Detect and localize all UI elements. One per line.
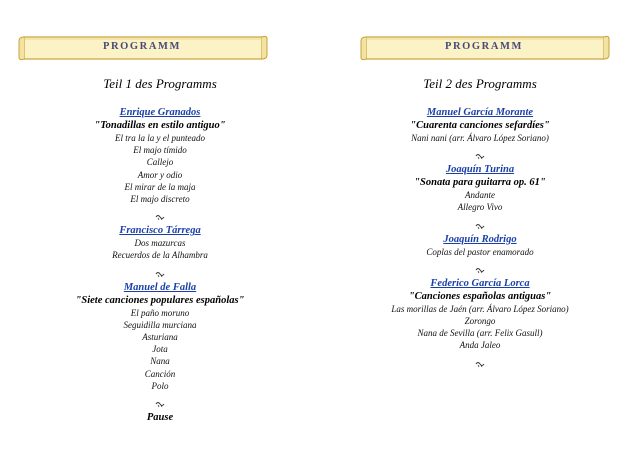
piece-title: Dos mazurcas: [134, 238, 186, 249]
banner-label: PROGRAMM: [102, 41, 182, 52]
piece-title: Las morillas de Jaén (arr. Álvaro López Soriano): [391, 303, 569, 314]
piece-title: Polo: [151, 380, 169, 391]
program-list: [0, 106, 320, 423]
work-title: "Tonadillas en estilo antiguo": [94, 120, 226, 131]
fleuron-icon: [320, 148, 640, 163]
piece-title: Canción: [144, 368, 176, 379]
part-title: Teil 2 des Programms: [423, 76, 537, 91]
programm-banner: [24, 37, 260, 59]
piece-title: Seguidilla murciana: [123, 319, 197, 330]
composer-link[interactable]: Joaquín Rodrigo: [443, 233, 517, 245]
piece-title: Andante: [465, 190, 495, 201]
composer-link[interactable]: Enrique Granados: [119, 107, 201, 118]
work-title: "Siete canciones populares españolas": [75, 294, 245, 306]
piece-title: El majo discreto: [130, 194, 190, 205]
piece-title: Nana de Sevilla (arr. Felix Gasull): [417, 328, 543, 339]
piece-title: Coplas del pastor enamorado: [426, 246, 534, 257]
programm-banner: [366, 37, 602, 59]
part-title: Teil 1 des Programms: [103, 76, 217, 91]
piece-title: Zorongo: [464, 316, 496, 327]
fleuron-icon: [320, 356, 640, 371]
piece-title: Recuerdos de la Alhambra: [112, 250, 208, 261]
piece-title: El mirar de la maja: [124, 181, 196, 192]
piece-title: Anda Jaleo: [459, 340, 501, 351]
work-title: "Canciones españolas antiguas": [408, 290, 552, 302]
piece-title: Nani nani (arr. Álvaro López Soriano): [411, 133, 549, 143]
fleuron-icon: [0, 266, 320, 281]
composer-link[interactable]: Francisco Tárrega: [119, 225, 201, 237]
piece-title: Jota: [152, 344, 168, 355]
fleuron-icon: [0, 396, 320, 411]
program-part-2: [320, 0, 640, 452]
fleuron-icon: [0, 209, 320, 224]
piece-title: Amor y odio: [137, 169, 183, 180]
piece-title: El paño moruno: [130, 307, 190, 318]
fleuron-icon: [320, 218, 640, 233]
work-title: "Cuarenta canciones sefardíes": [410, 120, 550, 131]
program-list: [320, 106, 640, 371]
piece-title: Callejo: [146, 157, 174, 168]
piece-title: El majo tímido: [133, 145, 187, 156]
banner-label: PROGRAMM: [444, 41, 524, 52]
piece-title: Asturiana: [142, 332, 178, 343]
composer-link[interactable]: Federico García Lorca: [430, 277, 530, 289]
work-title: "Sonata para guitarra op. 61": [414, 177, 546, 189]
composer-link[interactable]: Joaquín Turina: [445, 164, 515, 176]
composer-link[interactable]: Manuel de Falla: [123, 281, 197, 293]
piece-title: El tra la la y el punteado: [115, 133, 205, 143]
piece-title: Allegro Vivo: [457, 202, 503, 213]
pause-label: Pause: [146, 412, 174, 424]
fleuron-icon: [320, 262, 640, 277]
composer-link[interactable]: Manuel García Morante: [426, 107, 534, 118]
piece-title: Nana: [150, 356, 170, 367]
